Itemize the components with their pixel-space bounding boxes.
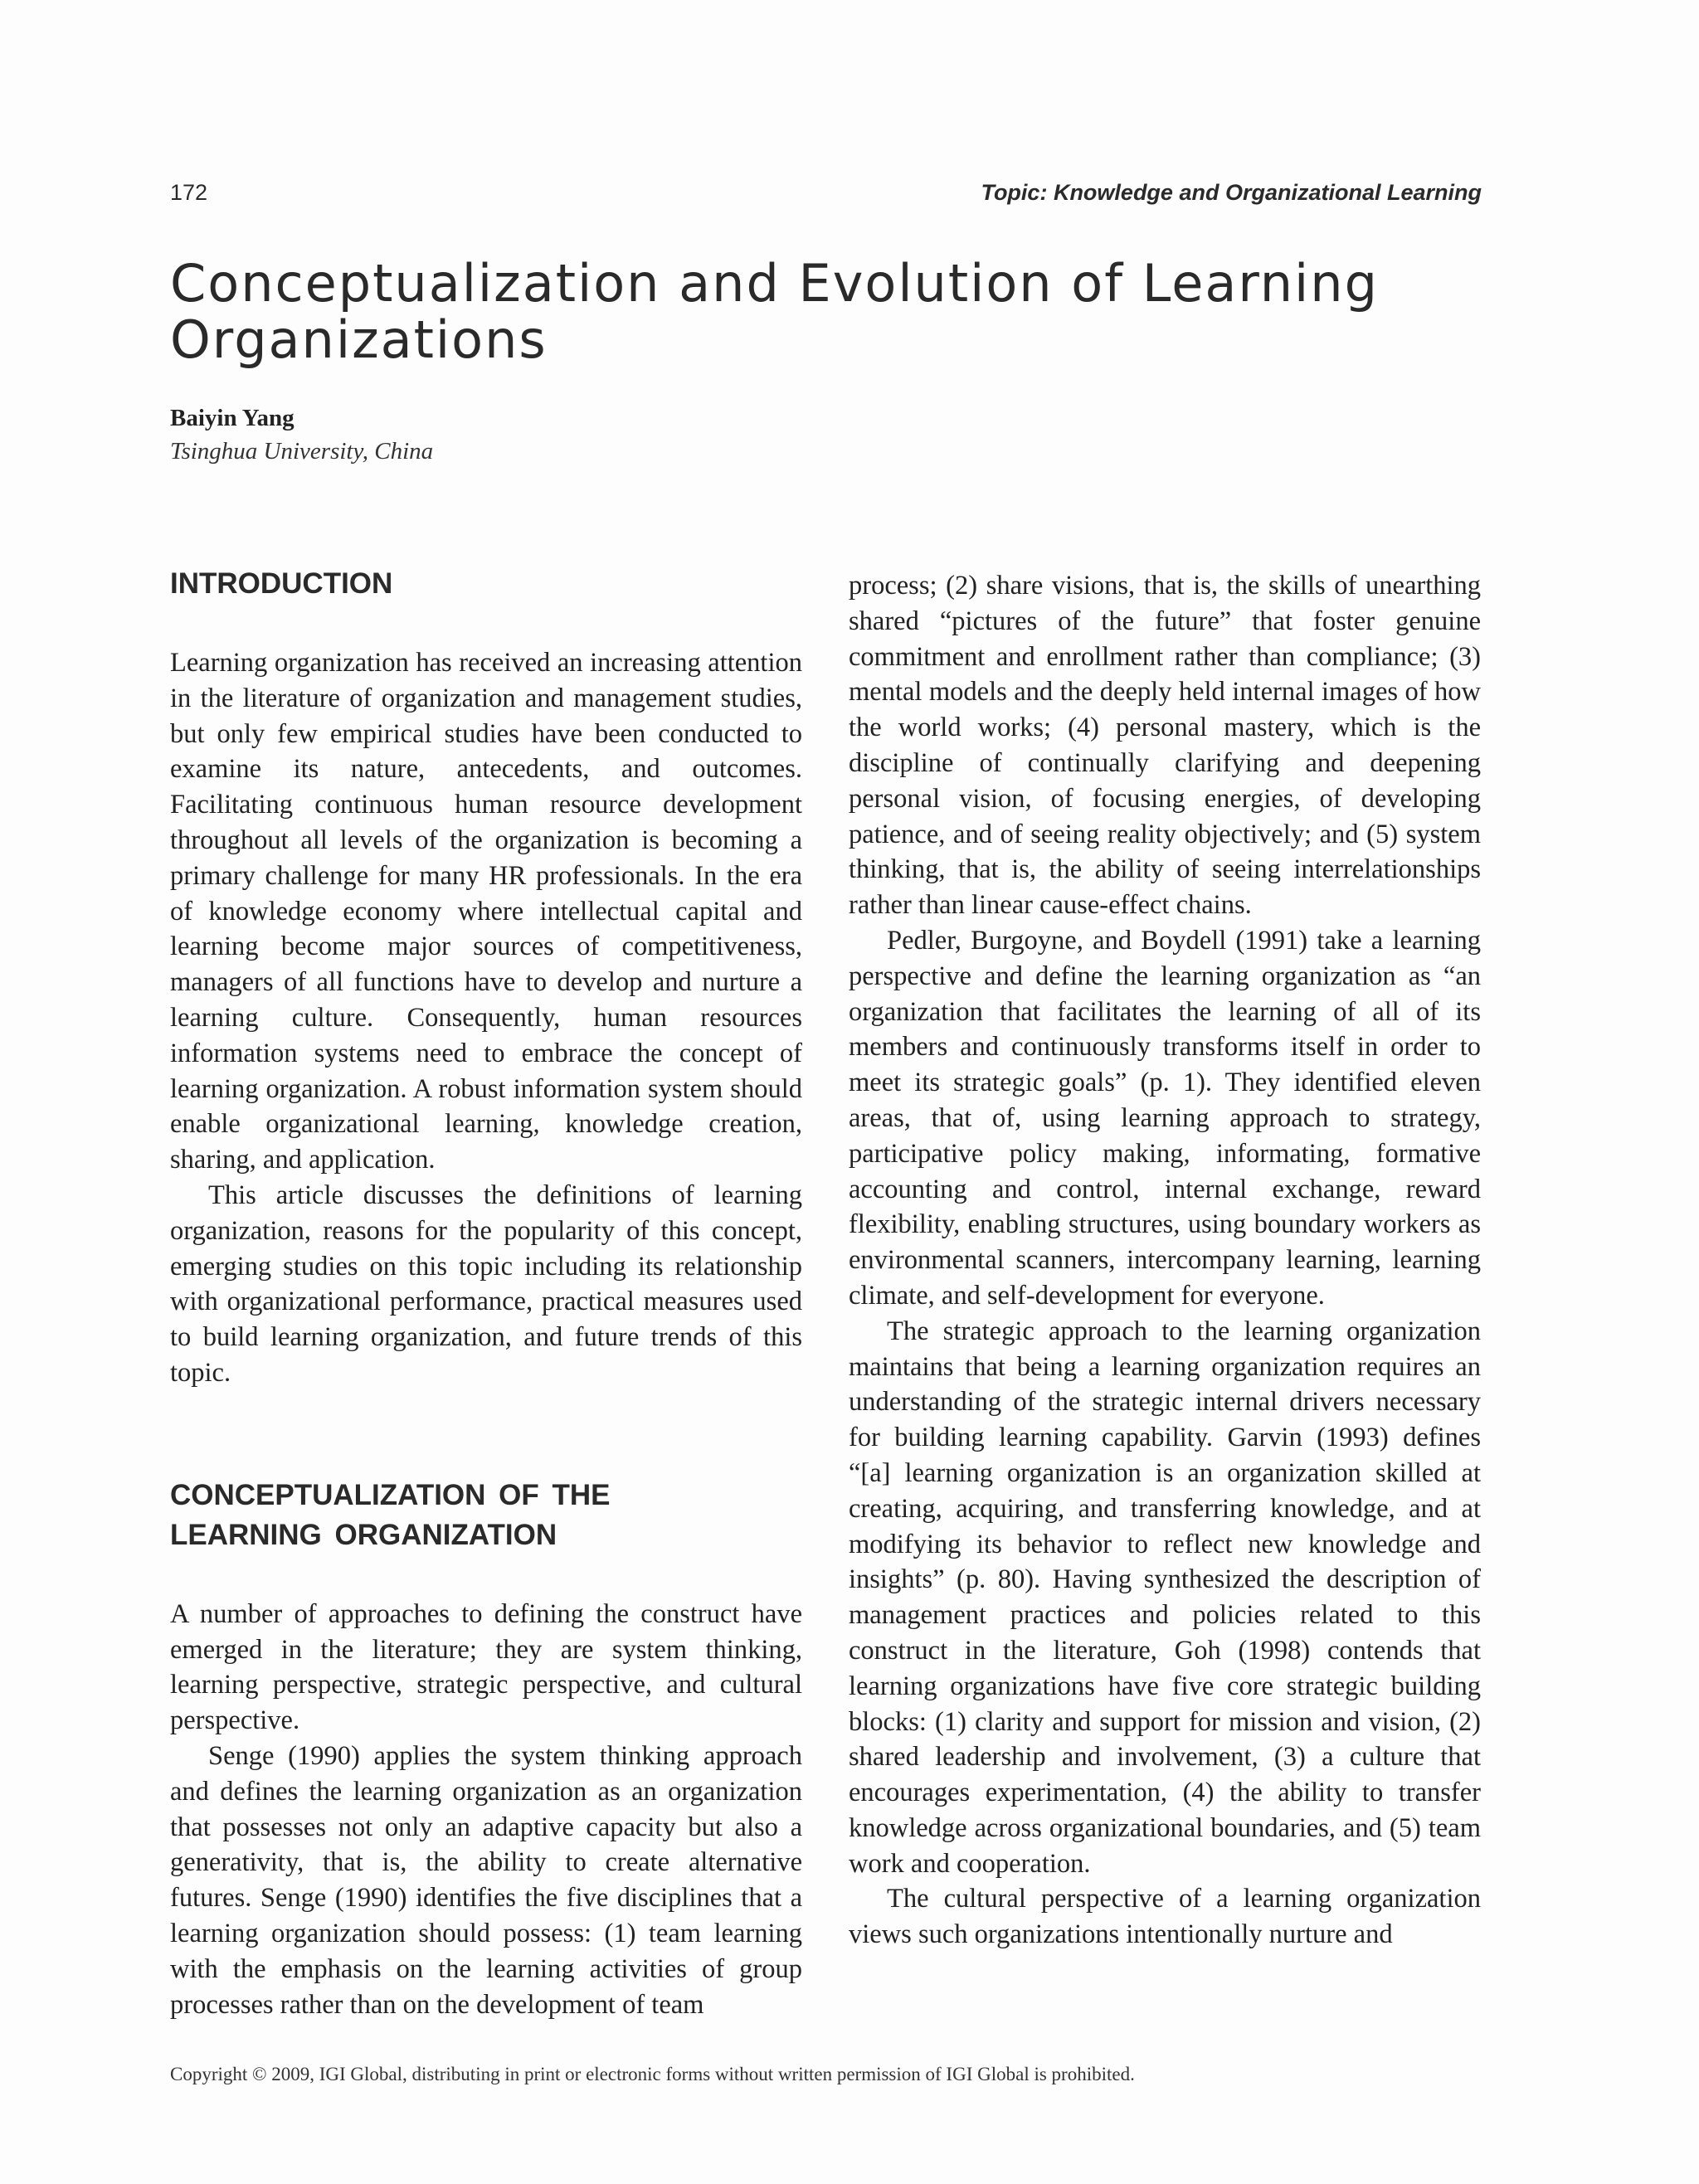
section-heading-line: CONCEPTUALIZATION OF THE <box>170 1478 611 1511</box>
strategic-perspective-paragraph: The strategic approach to the learning organization maintains that being a learning organization requires an understanding of the strategic internal drivers necessary for building learning capability. Garvin (1993) defines “[a] learning organization is an organization skilled at creating, acquiring, and transferring knowledge, and at modifying its behavior to reflect new knowledge and insights” (p. 80). Having synthesized the description of management practices and policies related to this construct in the literature, Goh (1998) contends that learning organizations have five core strategic building blocks: (1) clarity and support for mission and vision, (2) shared leadership and involvement, (3) a culture that encourages experimentation, (4) the ability to transfer knowledge across organizational boundaries, and (5) team work and cooperation. <box>849 1316 1481 1879</box>
senge-disciplines-paragraph: process; (2) share visions, that is, the skills of unearthing shared “pictures of the future” that foster genuine commitment and enrollment rather than compliance; (3) mental models and the deeply held internal images of how the world works; (4) personal mastery, which is the discipline of continually clarifying and deepening personal vision, of focusing energies, of developing patience, and of seeing reality objectively; and (5) system thinking, that is, the ability of seeing interrelationships rather than linear cause-effect chains. <box>849 571 1481 921</box>
concept-paragraph-2: Senge (1990) applies the system thinking approach and defines the learning organization as an organization that possesses not only an adaptive capacity but also a generativity, that is, the ability to create alternative futures. Senge (1990) identifies the five disciplines that a learning organization should possess: (1) team learning with the emphasis on the learning activities of group processes rather than on the development of team <box>170 1740 802 2020</box>
section-heading-introduction: INTRODUCTION <box>170 567 393 600</box>
intro-paragraph-1: Learning organization has received an increasing attention in the literature of organization and management studies, but only few empirical studies have been conducted to examine its nature, antecedents, and outcomes. Facilitating continuous human resource development throughout all levels of the organization is becoming a primary challenge for many HR professionals. In the era of knowledge economy where intellectual capital and learning become major sources of competitiveness, managers of all functions have to develop and nurture a learning culture. Consequently, human resources information systems need to embrace the concept of learning organization. A robust information system should enable organizational learning, knowledge creation, sharing, and application. <box>170 648 802 1175</box>
section-heading-line: LEARNING ORGANIZATION <box>170 1518 557 1551</box>
article-title: Conceptualization and Evolution of Learning Organizations <box>170 253 1379 370</box>
running-head-topic: Topic: Knowledge and Organizational Learning <box>981 180 1482 205</box>
concept-paragraph-1: A number of approaches to defining the construct have emerged in the literature; they are system thinking, learning perspective, strategic perspective, and cultural perspective. <box>170 1598 802 1736</box>
section-heading-conceptualization <box>170 1476 802 1555</box>
left-column <box>170 564 802 2022</box>
right-column <box>849 568 1481 1953</box>
author-affiliation: Tsinghua University, China <box>170 438 434 465</box>
cultural-perspective-paragraph: The cultural perspective of a learning organization views such organizations intentionally nurture and <box>849 1884 1481 1950</box>
author-name: Baiyin Yang <box>170 405 295 431</box>
page-number: 172 <box>170 180 208 205</box>
learning-perspective-paragraph: Pedler, Burgoyne, and Boydell (1991) take a learning perspective and define the learning organization as “an organization that facilitates the learning of all of its members and continuously transforms itself in order to meet its strategic goals” (p. 1). They identified eleven areas, that of, using learning approach to strategy, participative policy making, informating, formative accounting and control, internal exchange, reward flexibility, enabling structures, using boundary workers as environmental scanners, intercompany learning, learning climate, and self-development for everyone. <box>849 925 1481 1311</box>
copyright-footer: Copyright © 2009, IGI Global, distributing in print or electronic forms without written permission of IGI Global is prohibited. <box>170 2064 1135 2084</box>
intro-paragraph-2: This article discusses the definitions of learning organization, reasons for the popularity of this concept, emerging studies on this topic including its relationship with organizational performance, practical measures used to build learning organization, and future trends of this topic. <box>170 1180 802 1388</box>
